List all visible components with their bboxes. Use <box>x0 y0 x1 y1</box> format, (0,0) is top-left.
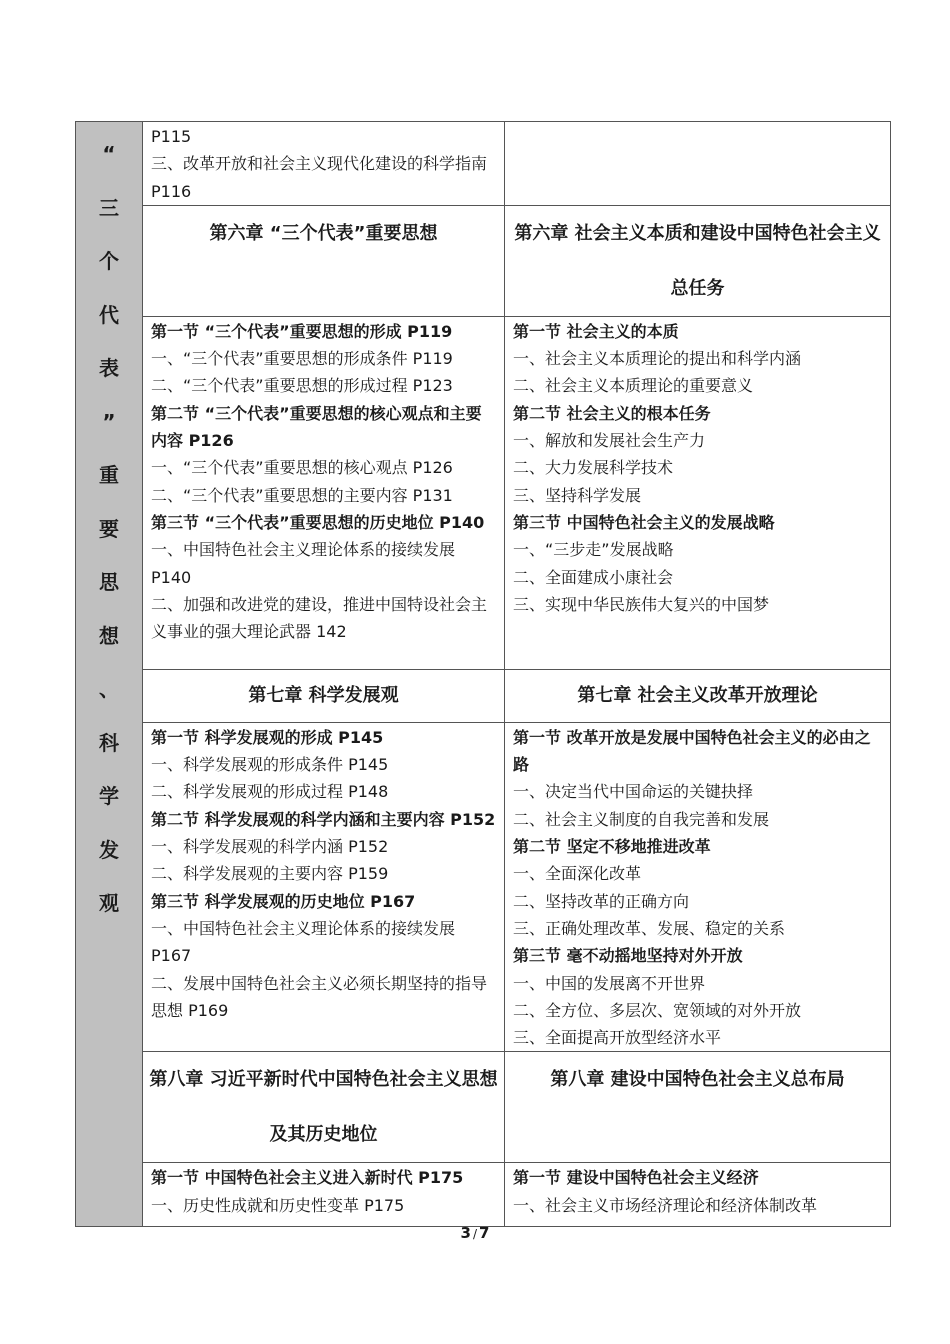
sidebar-vertical-title <box>76 122 142 931</box>
list-item: 二、“三个代表”重要思想的形成过程 P123 <box>151 376 453 396</box>
section-heading: 第三节 中国特色社会主义的发展战略 <box>513 512 775 532</box>
list-item: 一、决定当代中国命运的关键抉择 <box>513 782 754 802</box>
list-item: 三、实现中华民族伟大复兴的中国梦 <box>513 594 770 614</box>
ch8-left-title-cell <box>143 1052 505 1163</box>
section-heading: 第一节 改革开放是发展中国特色社会主义的必由之路 <box>513 727 871 775</box>
list-item: 一、社会主义市场经济理论和经济体制改革 <box>513 1195 818 1215</box>
list-item: 一、中国特色社会主义理论体系的接续发展 P167 <box>151 918 456 966</box>
sidebar-char: 观 <box>99 891 119 915</box>
sidebar-char: 科 <box>99 730 119 755</box>
section-heading: 第二节 科学发展观的科学内涵和主要内容 P152 <box>151 809 496 829</box>
ch8-right-content <box>505 1163 891 1227</box>
list-item: 一、科学发展观的形成条件 P145 <box>151 755 389 775</box>
list-item: 二、科学发展观的形成过程 P148 <box>151 782 389 802</box>
list-item: 一、“三个代表”重要思想的形成条件 P119 <box>151 349 453 369</box>
sidebar-char: 表 <box>99 356 119 380</box>
list-item: 二、全面建成小康社会 <box>513 567 674 587</box>
outline-table <box>75 121 891 1227</box>
list-item: 三、改革开放和社会主义现代化建设的科学指南 P116 <box>151 154 488 201</box>
sidebar-char: 三 <box>99 195 119 220</box>
ch6-right-content <box>505 316 891 669</box>
list-item: 一、中国特色社会主义理论体系的接续发展 P140 <box>151 540 456 587</box>
top-left-list <box>143 122 504 205</box>
list-item: 三、正确处理改革、发展、稳定的关系 <box>513 918 786 938</box>
ch6-left-title: 第六章 “三个代表”重要思想 <box>209 222 438 244</box>
section-heading: 第三节 科学发展观的历史地位 P167 <box>151 891 416 911</box>
section-heading: 第一节 中国特色社会主义进入新时代 P175 <box>151 1168 464 1188</box>
list-item: 二、“三个代表”重要思想的主要内容 P131 <box>151 485 453 505</box>
ch6-right-title: 第六章 社会主义本质和建设中国特色社会主义总任务 <box>514 222 881 299</box>
list-item: 一、社会主义本质理论的提出和科学内涵 <box>513 349 802 369</box>
ch7-right-content <box>505 722 891 1052</box>
sidebar-char: 代 <box>99 302 119 327</box>
list-item: 一、科学发展观的科学内涵 P152 <box>151 837 389 857</box>
sidebar-char: ” <box>102 409 116 434</box>
ch7-left-list <box>143 723 504 1024</box>
section-heading: 第一节 建设中国特色社会主义经济 <box>513 1168 759 1188</box>
page-total: 7 <box>479 1224 490 1242</box>
sidebar-char: 、 <box>99 677 119 701</box>
list-item: 二、加强和改进党的建设，推进中国特设社会主义事业的强大理论武器 142 <box>151 594 488 642</box>
list-item: 二、坚持改革的正确方向 <box>513 891 690 911</box>
sidebar-char: 思 <box>99 570 119 594</box>
top-left-cell <box>143 122 505 206</box>
ch7-left-title-cell <box>143 669 505 722</box>
list-item: P115 <box>151 127 192 146</box>
list-item: 二、发展中国特色社会主义必须长期坚持的指导思想 P169 <box>151 973 488 1020</box>
ch6-left-content <box>143 316 505 669</box>
ch6-left-title-cell <box>143 205 505 316</box>
list-item: 二、全方位、多层次、宽领域的对外开放 <box>513 1000 802 1020</box>
list-item: 一、解放和发展社会生产力 <box>513 431 706 451</box>
sidebar-char: 学 <box>99 784 119 808</box>
sidebar-char: 重 <box>99 463 119 487</box>
ch7-right-title: 第七章 社会主义改革开放理论 <box>577 684 818 706</box>
ch8-right-list <box>505 1163 890 1219</box>
section-heading: 第一节 科学发展观的形成 P145 <box>151 727 384 747</box>
ch8-right-title-cell <box>505 1052 891 1163</box>
ch7-right-title-cell <box>505 669 891 722</box>
page-separator: / <box>472 1227 478 1241</box>
list-item: 一、“三个代表”重要思想的核心观点 P126 <box>151 458 453 478</box>
sidebar-char: 发 <box>99 837 119 862</box>
list-item: 一、全面深化改革 <box>513 864 642 884</box>
sidebar-char: 个 <box>99 249 119 273</box>
list-item: 一、“三步走”发展战略 <box>513 540 674 560</box>
ch8-left-content <box>143 1163 505 1227</box>
list-item: 一、中国的发展离不开世界 <box>513 973 706 993</box>
sidebar-char: “ <box>102 142 116 166</box>
list-item: 二、大力发展科学技术 <box>513 458 674 478</box>
sidebar-char: 要 <box>99 516 119 541</box>
ch7-left-content <box>143 722 505 1052</box>
sidebar-char: 想 <box>99 623 119 648</box>
ch8-left-list <box>143 1163 504 1219</box>
section-heading: 第二节 坚定不移地推进改革 <box>513 837 711 857</box>
section-heading: 第二节 社会主义的根本任务 <box>513 403 711 423</box>
list-item: 一、历史性成就和历史性变革 P175 <box>151 1195 405 1215</box>
ch6-right-list <box>505 317 890 618</box>
ch7-left-title: 第七章 科学发展观 <box>248 684 399 706</box>
top-right-cell <box>505 122 891 206</box>
ch6-left-list <box>143 317 504 646</box>
ch8-left-title: 第八章 习近平新时代中国特色社会主义思想及其历史地位 <box>149 1069 498 1146</box>
sidebar-label-cell <box>76 122 143 1227</box>
section-heading: 第一节 社会主义的本质 <box>513 321 679 341</box>
list-item: 二、社会主义制度的自我完善和发展 <box>513 809 770 829</box>
section-heading: 第三节 毫不动摇地坚持对外开放 <box>513 946 743 966</box>
ch8-right-title: 第八章 建设中国特色社会主义总布局 <box>550 1069 845 1091</box>
page-current: 3 <box>460 1224 471 1242</box>
list-item: 三、全面提高开放型经济水平 <box>513 1028 722 1048</box>
section-heading: 第一节 “三个代表”重要思想的形成 P119 <box>151 321 453 341</box>
list-item: 二、社会主义本质理论的重要意义 <box>513 376 754 396</box>
section-heading: 第二节 “三个代表”重要思想的核心观点和主要内容 P126 <box>151 403 482 451</box>
list-item: 三、坚持科学发展 <box>513 485 642 505</box>
section-heading: 第三节 “三个代表”重要思想的历史地位 P140 <box>151 512 485 532</box>
ch7-right-list <box>505 723 890 1052</box>
ch6-right-title-cell <box>505 205 891 316</box>
page-number <box>0 1224 950 1242</box>
list-item: 二、科学发展观的主要内容 P159 <box>151 864 389 884</box>
